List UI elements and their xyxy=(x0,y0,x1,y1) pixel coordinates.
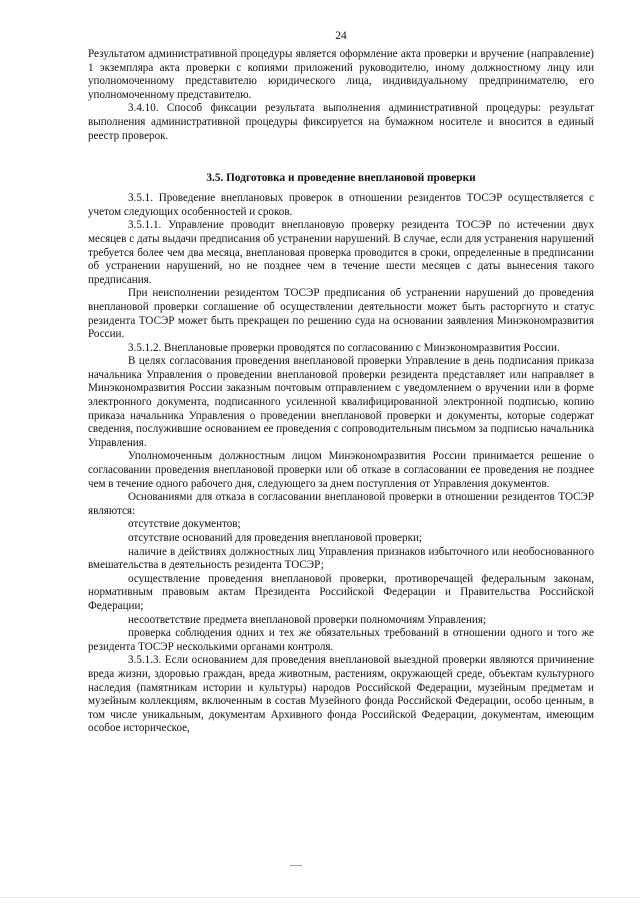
list-item-duplicate-checks: проверка соблюдения одних и тех же обязательных требований в отношении одного и того же резидента ТОСЭР несколькими органами контроля. xyxy=(88,627,594,653)
page-number: 24 xyxy=(335,30,347,42)
paragraph-3-5-1-1: 3.5.1.1. Управление проводит внеплановую проверку резидента ТОСЭР по истечении двух месяцев с даты выдачи предписания об устранении нарушений. В случае, если для устранения нарушений требуется более чем два месяца, внеплановая проверка проводится в сроки, определенные в предписании об устранении нарушений, но не позднее чем в течение шести месяцев с даты вынесения такого предписания. xyxy=(88,219,594,286)
list-item-no-grounds: отсутствие оснований для проведения внеплановой проверки; xyxy=(128,532,423,544)
spacer xyxy=(88,143,594,157)
paragraph-approval-request: В целях согласования проведения внеплановой проверки Управление в день подписания приказа начальника Управления о проведении внеплановой проверки резидента представляет или направляет в Минэкономразвития России заказным почтовым отправлением с уведомлением о вручении или в форме электронного документа, подписанного усиленной квалифицированной электронной подписью, копию приказа начальника Управления о проведении внеплановой проверки и документы, которые содержат сведения, послужившие основанием ее проведения с сопроводительным письмом за подписью начальника Управления. xyxy=(88,355,594,449)
paragraph-3-4-10: 3.4.10. Способ фиксации результата выполнения административной процедуры: результат выполнения административной процедуры фиксируется на бумажном носителе и вносится в единый реестр проверок. xyxy=(88,102,594,142)
list-item-no-documents: отсутствие документов; xyxy=(128,518,241,531)
paragraph-3-5-1-2: 3.5.1.2. Внеплановые проверки проводятся по согласованию с Минэкономразвития России. xyxy=(128,341,560,354)
paragraph-refusal-grounds: Основаниями для отказа в согласовании внеплановой проверки в отношении резидентов ТОСЭР являются: xyxy=(88,491,594,517)
paragraph-result: Результатом административной процедуры является оформление акта проверки и вручение (направление) 1 экземпляра акта проверки с копиями приложений руководителю, иному должностному лицу или уполномоченному представителю юридического лица, индивидуальному предпринимателю, его уполномоченному представителю. xyxy=(88,48,594,101)
scan-artifact xyxy=(290,865,302,866)
paragraph-3-5-1-3: 3.5.1.3. Если основанием для проведения внеплановой выездной проверки являются причинение вреда жизни, здоровью граждан, вреда животным, растениям, окружающей среде, объектам культурного наследия (памятникам истории и культуры) народов Российской Федерации, музейным предметам и музейным коллекциям, включенным в состав Музейного фонда Российской Федерации, особо ценным, в том числе уникальным, документам Архивного фонда Российской Федерации, документам, имеющим особое историческое, xyxy=(88,654,594,735)
paragraph-3-5-1: 3.5.1. Проведение внеплановых проверок в отношении резидентов ТОСЭР осуществляется с учетом следующих особенностей и сроков. xyxy=(88,192,594,218)
scan-edge-line xyxy=(0,897,640,898)
list-item-contradicts-law: осуществление проведения внеплановой проверки, противоречащей федеральным законам, нормативным правовым актам Президента Российской Федерации и Правительства Российской Федерации; xyxy=(88,572,594,612)
paragraph-approval-decision: Уполномоченным должностным лицом Минэкономразвития России принимается решение о согласовании проведения внеплановой проверки или об отказе в согласовании ее проведения не позднее чем в течение одного рабочего дня, следующего за днем поступления от Управления документов. xyxy=(88,450,594,490)
paragraph-non-compliance: При неисполнении резидентом ТОСЭР предписания об устранении нарушений до проведения внеплановой проверки соглашение об осуществлении деятельности может быть расторгнуто и статус резидента ТОСЭР может быть прекращен по решению суда на основании заявления Минэкономразвития России. xyxy=(88,287,594,341)
list-item-mismatch-powers: несоответствие предмета внеплановой проверки полномочиям Управления; xyxy=(128,613,487,626)
list-item-excessive-interference: наличие в действиях должностных лиц Управления признаков избыточного или необоснованного вмешательства в деятельность резидента ТОСЭР; xyxy=(88,545,594,572)
section-heading: 3.5. Подготовка и проведение внеплановой проверки xyxy=(206,172,476,185)
